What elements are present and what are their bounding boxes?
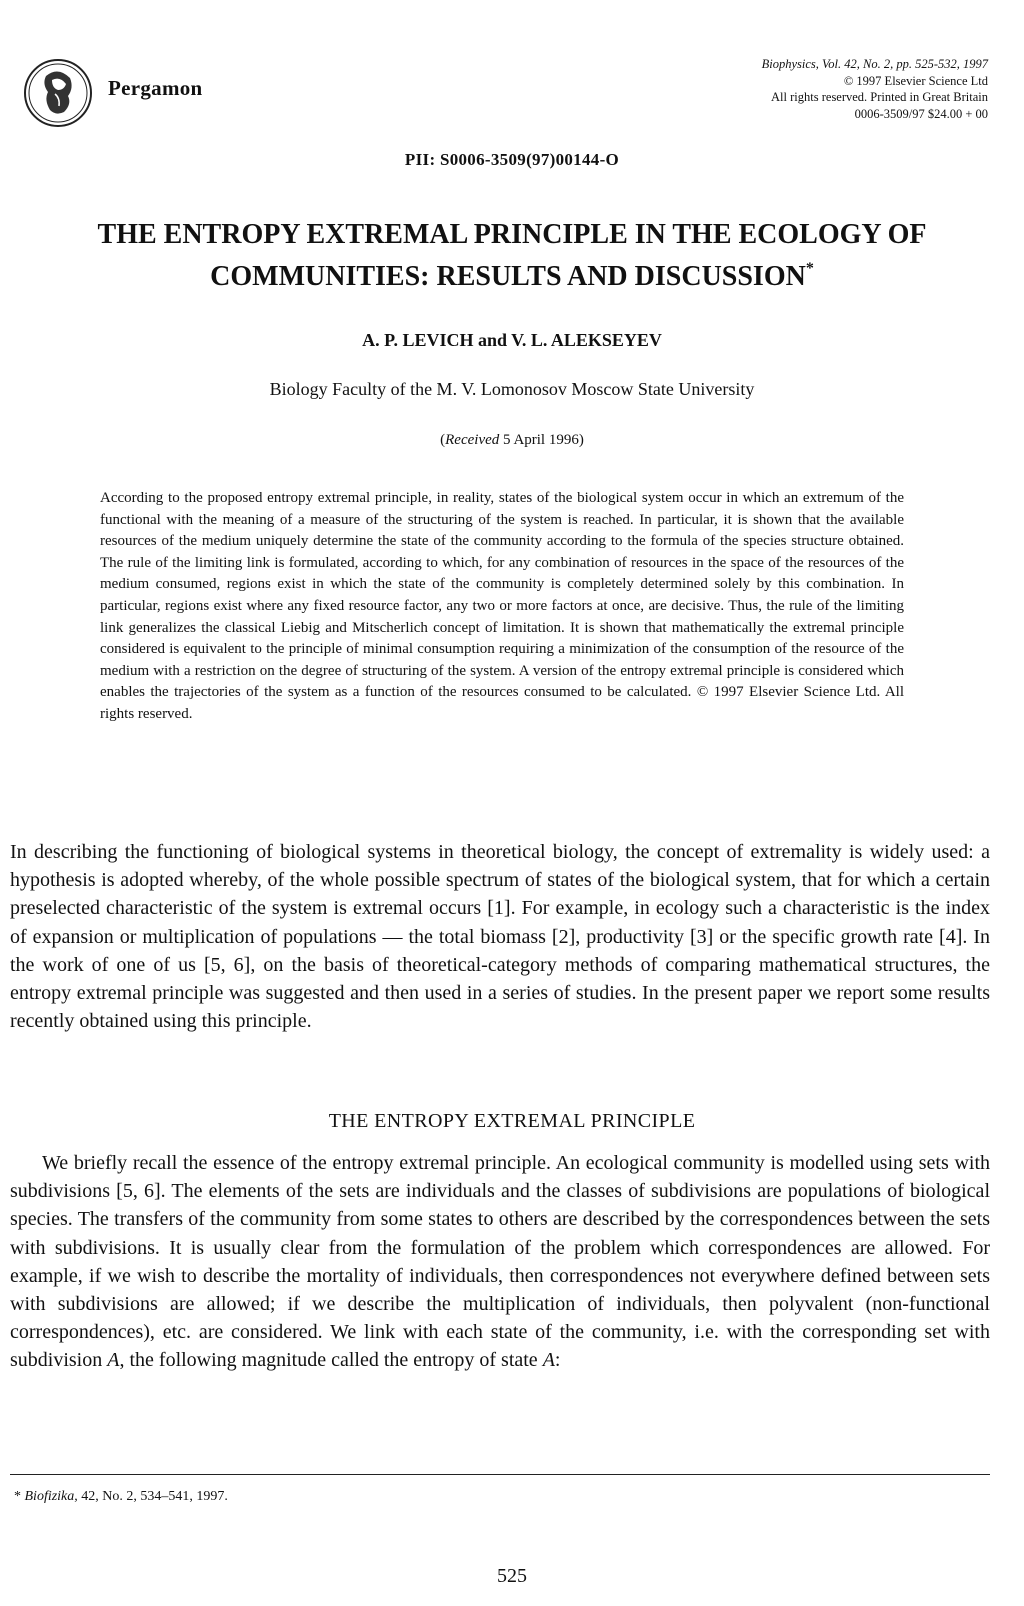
article-title [20, 218, 1004, 294]
paragraph-end: : [554, 1349, 561, 1372]
section-paragraph-text-1: We briefly recall the essence of the entropy extremal principle. An ecological community is modelled using sets with subdivisions [5, 6]. The elements of the sets are individuals and the classes of subdivisions are populations of biological species. The transfers of the community from some states to others are described by the correspondences between the sets with subdivisions. It is usually clear from the formulation of the problem which correspondences are allowed. For example, if we wish to describe the mortality of individuals, then correspondences not everywhere defined between sets with subdivisions are allowed; if we describe the multiplication of individuals, then polyvalent (non-functional correspondences), etc. are considered. We link with each state of the community, i.e. with the corresponding set with subdivision [10, 1152, 990, 1372]
affiliation: Biology Faculty of the M. V. Lomonosov Moscow State University [269, 379, 755, 399]
footnote-text: , 42, No. 2, 534–541, 1997. [74, 1489, 228, 1504]
authors: A. P. LEVICH and V. L. ALEKSEYEV [362, 330, 662, 350]
title-footnote-mark: * [805, 260, 814, 277]
rights-line: All rights reserved. Printed in Great Britain [771, 90, 988, 104]
footnote-rule [10, 1474, 990, 1475]
journal-citation: Biophysics, Vol. 42, No. 2, pp. 525-532, 1997 [761, 57, 988, 71]
section-paragraph [10, 1149, 990, 1375]
abstract: According to the proposed entropy extremal principle, in reality, states of the biological system occur in which an extremum of the functional with the meaning of a measure of the structuring of the system is reached. In particular, it is shown that the available resources of the medium uniquely determine the state of the community according to the formula of the species structure obtained. The rule of the limiting link is formulated, according to which, for any combination of resources in the space of the resources of the medium consumed, regions exist in which the state of the community is completely determined solely by this combination. In particular, regions exist where any fixed resource factor, any two or more factors at once, are decisive. Thus, the rule of the limiting link generalizes the classical Liebig and Mitscherlich concept of limitation. It is shown that mathematically the extremal principle considered is equivalent to the principle of minimal consumption requiring a minimization of the consumption of the resource of the medium with a restriction on the degree of structuring of the system. A version of the entropy extremal principle is considered which enables the trajectories of the system as a function of the resources consumed to be calculated. © 1997 Elsevier Science Ltd. All rights reserved. [100, 490, 904, 722]
symbol-a: A [107, 1349, 120, 1372]
section-heading: THE ENTROPY EXTREMAL PRINCIPLE [328, 1110, 696, 1132]
section-paragraph-text-2: , the following magnitude called the entropy of state [119, 1349, 543, 1372]
publisher-logo [22, 56, 94, 130]
copyright-line: © 1997 Elsevier Science Ltd [843, 73, 988, 88]
publisher-name: Pergamon [108, 76, 203, 100]
symbol-a-2: A [542, 1349, 555, 1372]
page-number: 525 [497, 1565, 527, 1587]
footnote-journal: Biofizika [24, 1489, 75, 1504]
intro-paragraph: In describing the functioning of biological systems in theoretical biology, the concept of extremality is widely used: a hypothesis is adopted whereby, of the whole possible spectrum of states of the biological system, that for which a certain preselected characteristic of the system is extremal occurs [1]. For example, in ecology such a characteristic is the index of expansion or multiplication of populations — the total biomass [2], productivity [3] or the specific growth rate [4]. In the work of one of us [5, 6], on the basis of theoretical-category methods of comparing mathematical structures, the entropy extremal principle was suggested and then used in a series of studies. In the present paper we report some results recently obtained using this principle. [10, 841, 990, 1033]
article-title-text: THE ENTROPY EXTREMAL PRINCIPLE IN THE ECOLOGY OF COMMUNITIES: RESULTS AND DISCUSSION [97, 219, 927, 292]
issn-line: 0006-3509/97 $24.00 + 00 [854, 106, 988, 121]
received-label: Received [445, 432, 500, 448]
footnote [14, 1489, 228, 1505]
pii-identifier: PII: S0006-3509(97)00144-O [404, 150, 620, 169]
footnote-mark: * [14, 1489, 21, 1504]
journal-meta [762, 56, 988, 122]
received-date-value: 5 April 1996 [503, 432, 579, 448]
received-date: (Received 5 April 1996) [440, 432, 584, 448]
